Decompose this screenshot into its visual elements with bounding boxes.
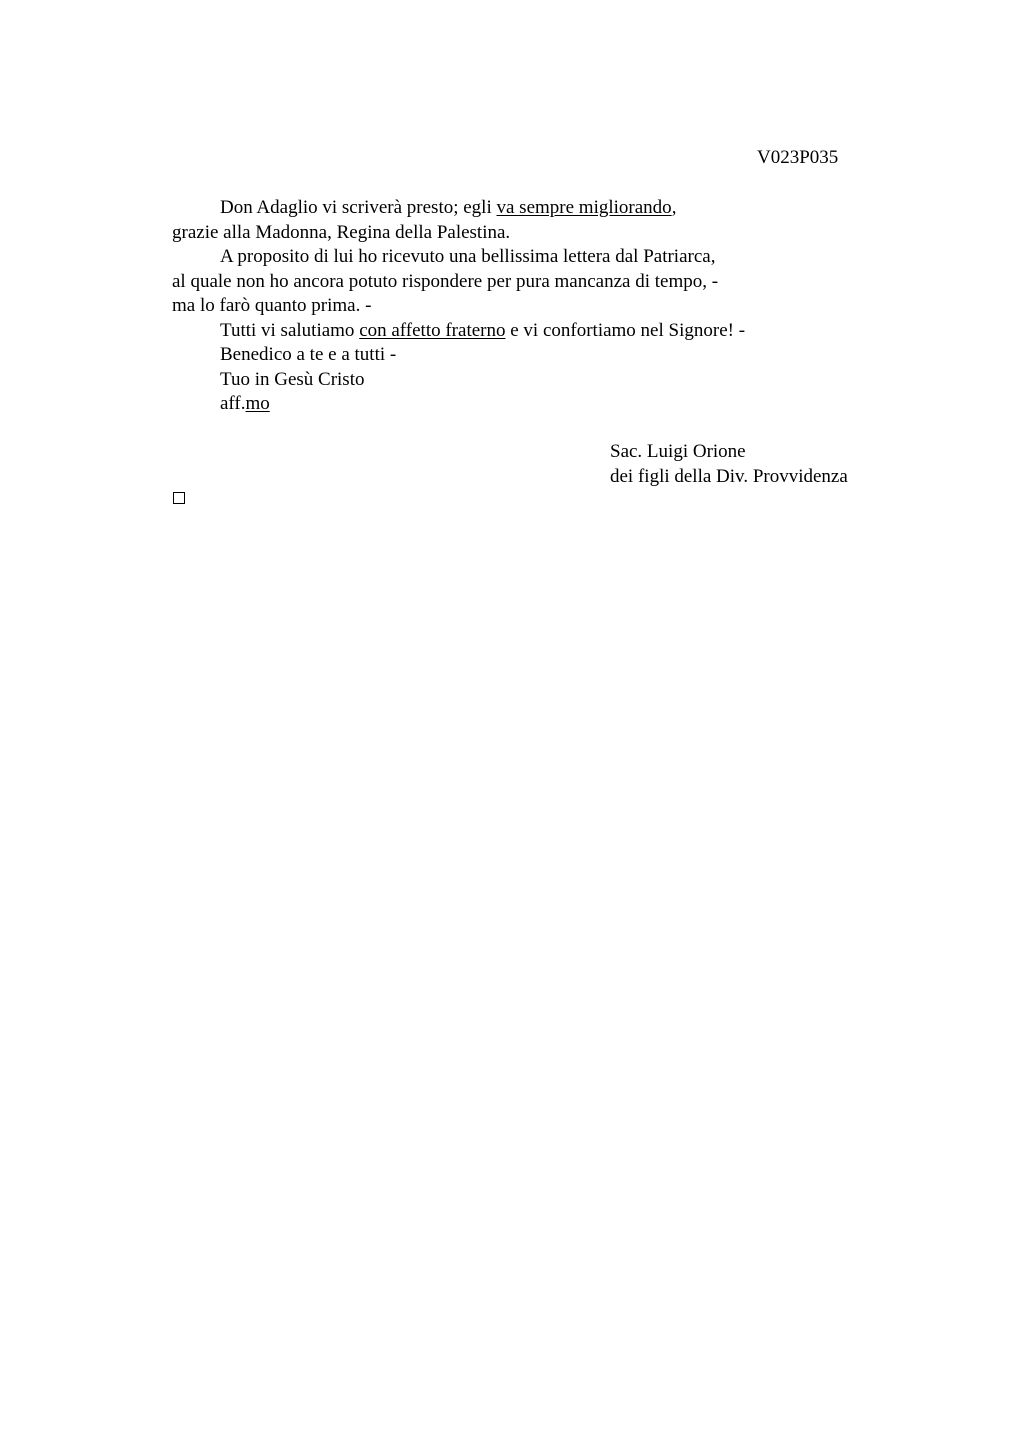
letter-closing bbox=[172, 392, 872, 417]
letter-line-2: grazie alla Madonna, Regina della Palestina. bbox=[172, 221, 511, 243]
letter-line-4: al quale non ho ancora potuto rispondere per pura mancanza di tempo, - bbox=[172, 270, 719, 292]
letter-line-6-end: e vi confortiamo nel Signore! - bbox=[505, 319, 746, 341]
signature-title: dei figli della Div. Provvidenza bbox=[610, 465, 848, 487]
letter-line-7: Benedico a te e a tutti - bbox=[220, 344, 397, 365]
signature-block bbox=[610, 440, 848, 489]
signature-name: Sac. Luigi Orione bbox=[610, 441, 746, 462]
letter-line-1 bbox=[172, 196, 872, 221]
document-id: V023P035 bbox=[757, 147, 839, 168]
letter-line-8: Tuo in Gesù Cristo bbox=[220, 368, 365, 390]
letter-line-6 bbox=[172, 319, 872, 344]
underlined-phrase: con affetto fraterno bbox=[359, 319, 506, 341]
underlined-phrase: va sempre migliorando bbox=[496, 197, 672, 218]
letter-line-5: ma lo farò quanto prima. - bbox=[172, 295, 372, 316]
square-mark-icon bbox=[173, 492, 185, 504]
letter-line-6-text: Tutti vi salutiamo bbox=[220, 319, 360, 341]
letter-line-1-text: Don Adaglio vi scriverà presto; egli bbox=[220, 197, 497, 218]
letter-line-3: A proposito di lui ho ricevuto una bellissima lettera dal Patriarca, bbox=[220, 246, 716, 267]
closing-superscript: mo bbox=[245, 393, 270, 414]
letter-body bbox=[172, 196, 872, 417]
letter-line-1-end: , bbox=[671, 197, 677, 218]
closing-text: aff. bbox=[220, 393, 246, 414]
